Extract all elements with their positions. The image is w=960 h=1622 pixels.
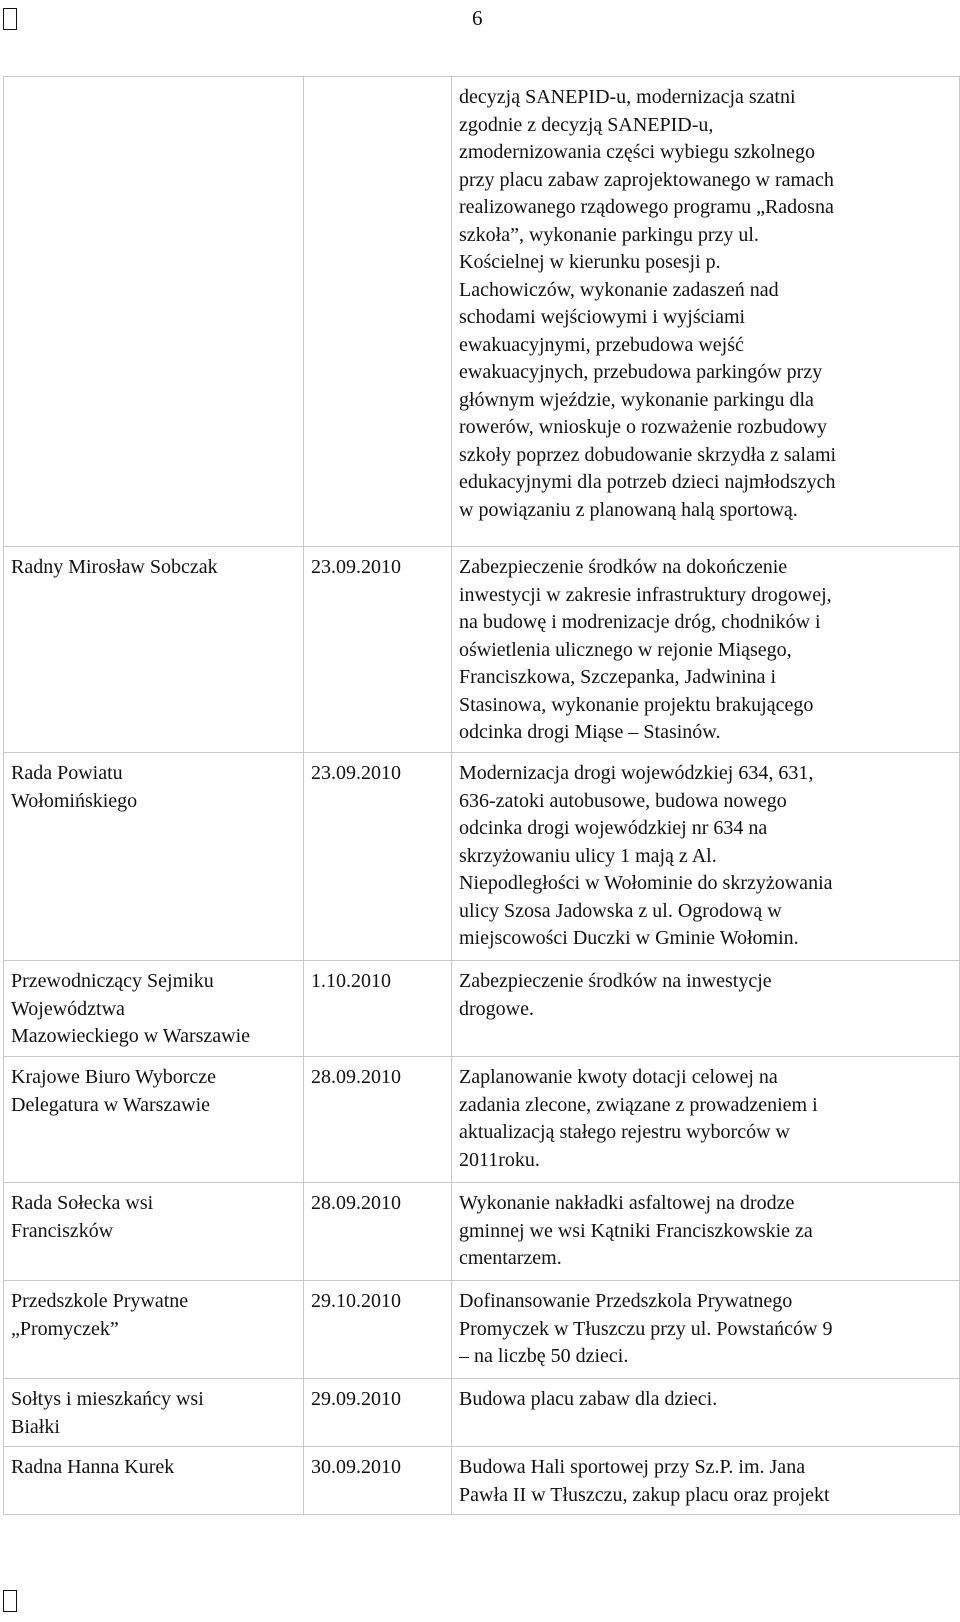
- desc-cell: [452, 1057, 960, 1183]
- desc-text: Dofinansowanie Przedszkola Prywatnego Promyczek w Tłuszczu przy ul. Powstańców 9 – na liczbę 50 dzieci.: [459, 1290, 833, 1367]
- empty-box-glyph-icon: [3, 1590, 17, 1612]
- table-row: [4, 753, 960, 961]
- date-text: 1.10.2010: [311, 970, 391, 992]
- table-row: [4, 547, 960, 753]
- org-text: Przewodniczący Sejmiku Województwa Mazowieckiego w Warszawie: [11, 970, 251, 1047]
- desc-cell: [452, 1183, 960, 1281]
- requests-table: [3, 76, 960, 1515]
- desc-text: Wykonanie nakładki asfaltowej na drodze gminnej we wsi Kątniki Franciszkowskie za cmentarzem.: [459, 1192, 813, 1269]
- org-cell: [4, 1379, 304, 1447]
- table-row: [4, 1379, 960, 1447]
- desc-text: Modernizacja drogi wojewódzkiej 634, 631, 636-zatoki autobusowe, budowa nowego odcinka drogi wojewódzkiej nr 634 na skrzyżowaniu ulicy 1 mają z Al. Niepodległości w Wołominie do skrzyżowania ulicy Szosa Jadowska z ul. Ogrodową w miejscowości Duczki w Gminie Wołomin.: [459, 762, 833, 949]
- date-cell: [304, 1183, 452, 1281]
- desc-cell: [452, 77, 960, 547]
- date-text: 28.09.2010: [311, 1066, 401, 1088]
- org-text: Radny Mirosław Sobczak: [11, 556, 218, 578]
- table-row: [4, 1057, 960, 1183]
- org-text: Rada Sołecka wsi Franciszków: [11, 1192, 154, 1242]
- date-cell: [304, 1057, 452, 1183]
- desc-text: Budowa Hali sportowej przy Sz.P. im. Jana Pawła II w Tłuszczu, zakup placu oraz projekt: [459, 1456, 830, 1506]
- org-cell: [4, 547, 304, 753]
- org-cell: [4, 753, 304, 961]
- empty-box-glyph-icon: [3, 8, 17, 30]
- org-cell: [4, 1183, 304, 1281]
- desc-cell: [452, 753, 960, 961]
- table-row: [4, 1447, 960, 1515]
- table-row: [4, 961, 960, 1057]
- org-text: Rada Powiatu Wołomińskiego: [11, 762, 138, 812]
- org-cell: [4, 1447, 304, 1515]
- date-text: 23.09.2010: [311, 762, 401, 784]
- org-cell: [4, 77, 304, 547]
- org-cell: [4, 961, 304, 1057]
- desc-text: Zabezpieczenie środków na dokończenie inwestycji w zakresie infrastruktury drogowej, na budowę i modrenizacje dróg, chodników i oświetlenia ulicznego w rejonie Miąsego, Franciszkowa, Szczepanka, Jadwinina i Stasinowa, wykonanie projektu brakującego odcinka drogi Miąse – Stasinów.: [459, 556, 832, 743]
- table-row: [4, 77, 960, 547]
- org-text: Sołtys i mieszkańcy wsi Białki: [11, 1388, 204, 1438]
- table-row: [4, 1281, 960, 1379]
- date-cell: [304, 753, 452, 961]
- date-cell: [304, 1379, 452, 1447]
- org-text: Radna Hanna Kurek: [11, 1456, 175, 1478]
- date-cell: [304, 547, 452, 753]
- desc-cell: [452, 1379, 960, 1447]
- date-cell: [304, 77, 452, 547]
- date-cell: [304, 1281, 452, 1379]
- org-cell: [4, 1281, 304, 1379]
- desc-text: Zabezpieczenie środków na inwestycje drogowe.: [459, 970, 772, 1020]
- org-text: Krajowe Biuro Wyborcze Delegatura w Warszawie: [11, 1066, 217, 1116]
- desc-text: Zaplanowanie kwoty dotacji celowej na zadania zlecone, związane z prowadzeniem i aktualizacją stałego rejestru wyborców w 2011roku.: [459, 1066, 818, 1171]
- date-text: 23.09.2010: [311, 556, 401, 578]
- page-number: 6: [472, 6, 483, 30]
- desc-cell: [452, 547, 960, 753]
- date-text: 28.09.2010: [311, 1192, 401, 1214]
- date-text: 30.09.2010: [311, 1456, 401, 1478]
- date-cell: [304, 961, 452, 1057]
- org-text: Przedszkole Prywatne „Promyczek”: [11, 1290, 189, 1340]
- date-text: 29.10.2010: [311, 1290, 401, 1312]
- desc-cell: [452, 1447, 960, 1515]
- desc-text: Budowa placu zabaw dla dzieci.: [459, 1388, 718, 1410]
- desc-cell: [452, 961, 960, 1057]
- date-cell: [304, 1447, 452, 1515]
- desc-cell: [452, 1281, 960, 1379]
- desc-text: decyzją SANEPID-u, modernizacja szatni zgodnie z decyzją SANEPID-u, zmodernizowania części wybiegu szkolnego przy placu zabaw zaprojektowanego w ramach realizowanego rządowego programu „Radosna szkoła”, wykonanie parkingu przy ul. Kościelnej w kierunku posesji p. Lachowiczów, wykonanie zadaszeń nad schodami wejściowymi i wyjściami ewakuacyjnymi, przebudowa wejść ewakuacyjnych, przebudowa parkingów przy głównym wjeździe, wykonanie parkingu dla rowerów, wnioskuje o rozważenie rozbudowy szkoły poprzez dobudowanie skrzydła z salami edukacyjnymi dla potrzeb dzieci najmłodszych w powiązaniu z planowaną halą sportową.: [459, 86, 837, 521]
- table-row: [4, 1183, 960, 1281]
- date-text: 29.09.2010: [311, 1388, 401, 1410]
- org-cell: [4, 1057, 304, 1183]
